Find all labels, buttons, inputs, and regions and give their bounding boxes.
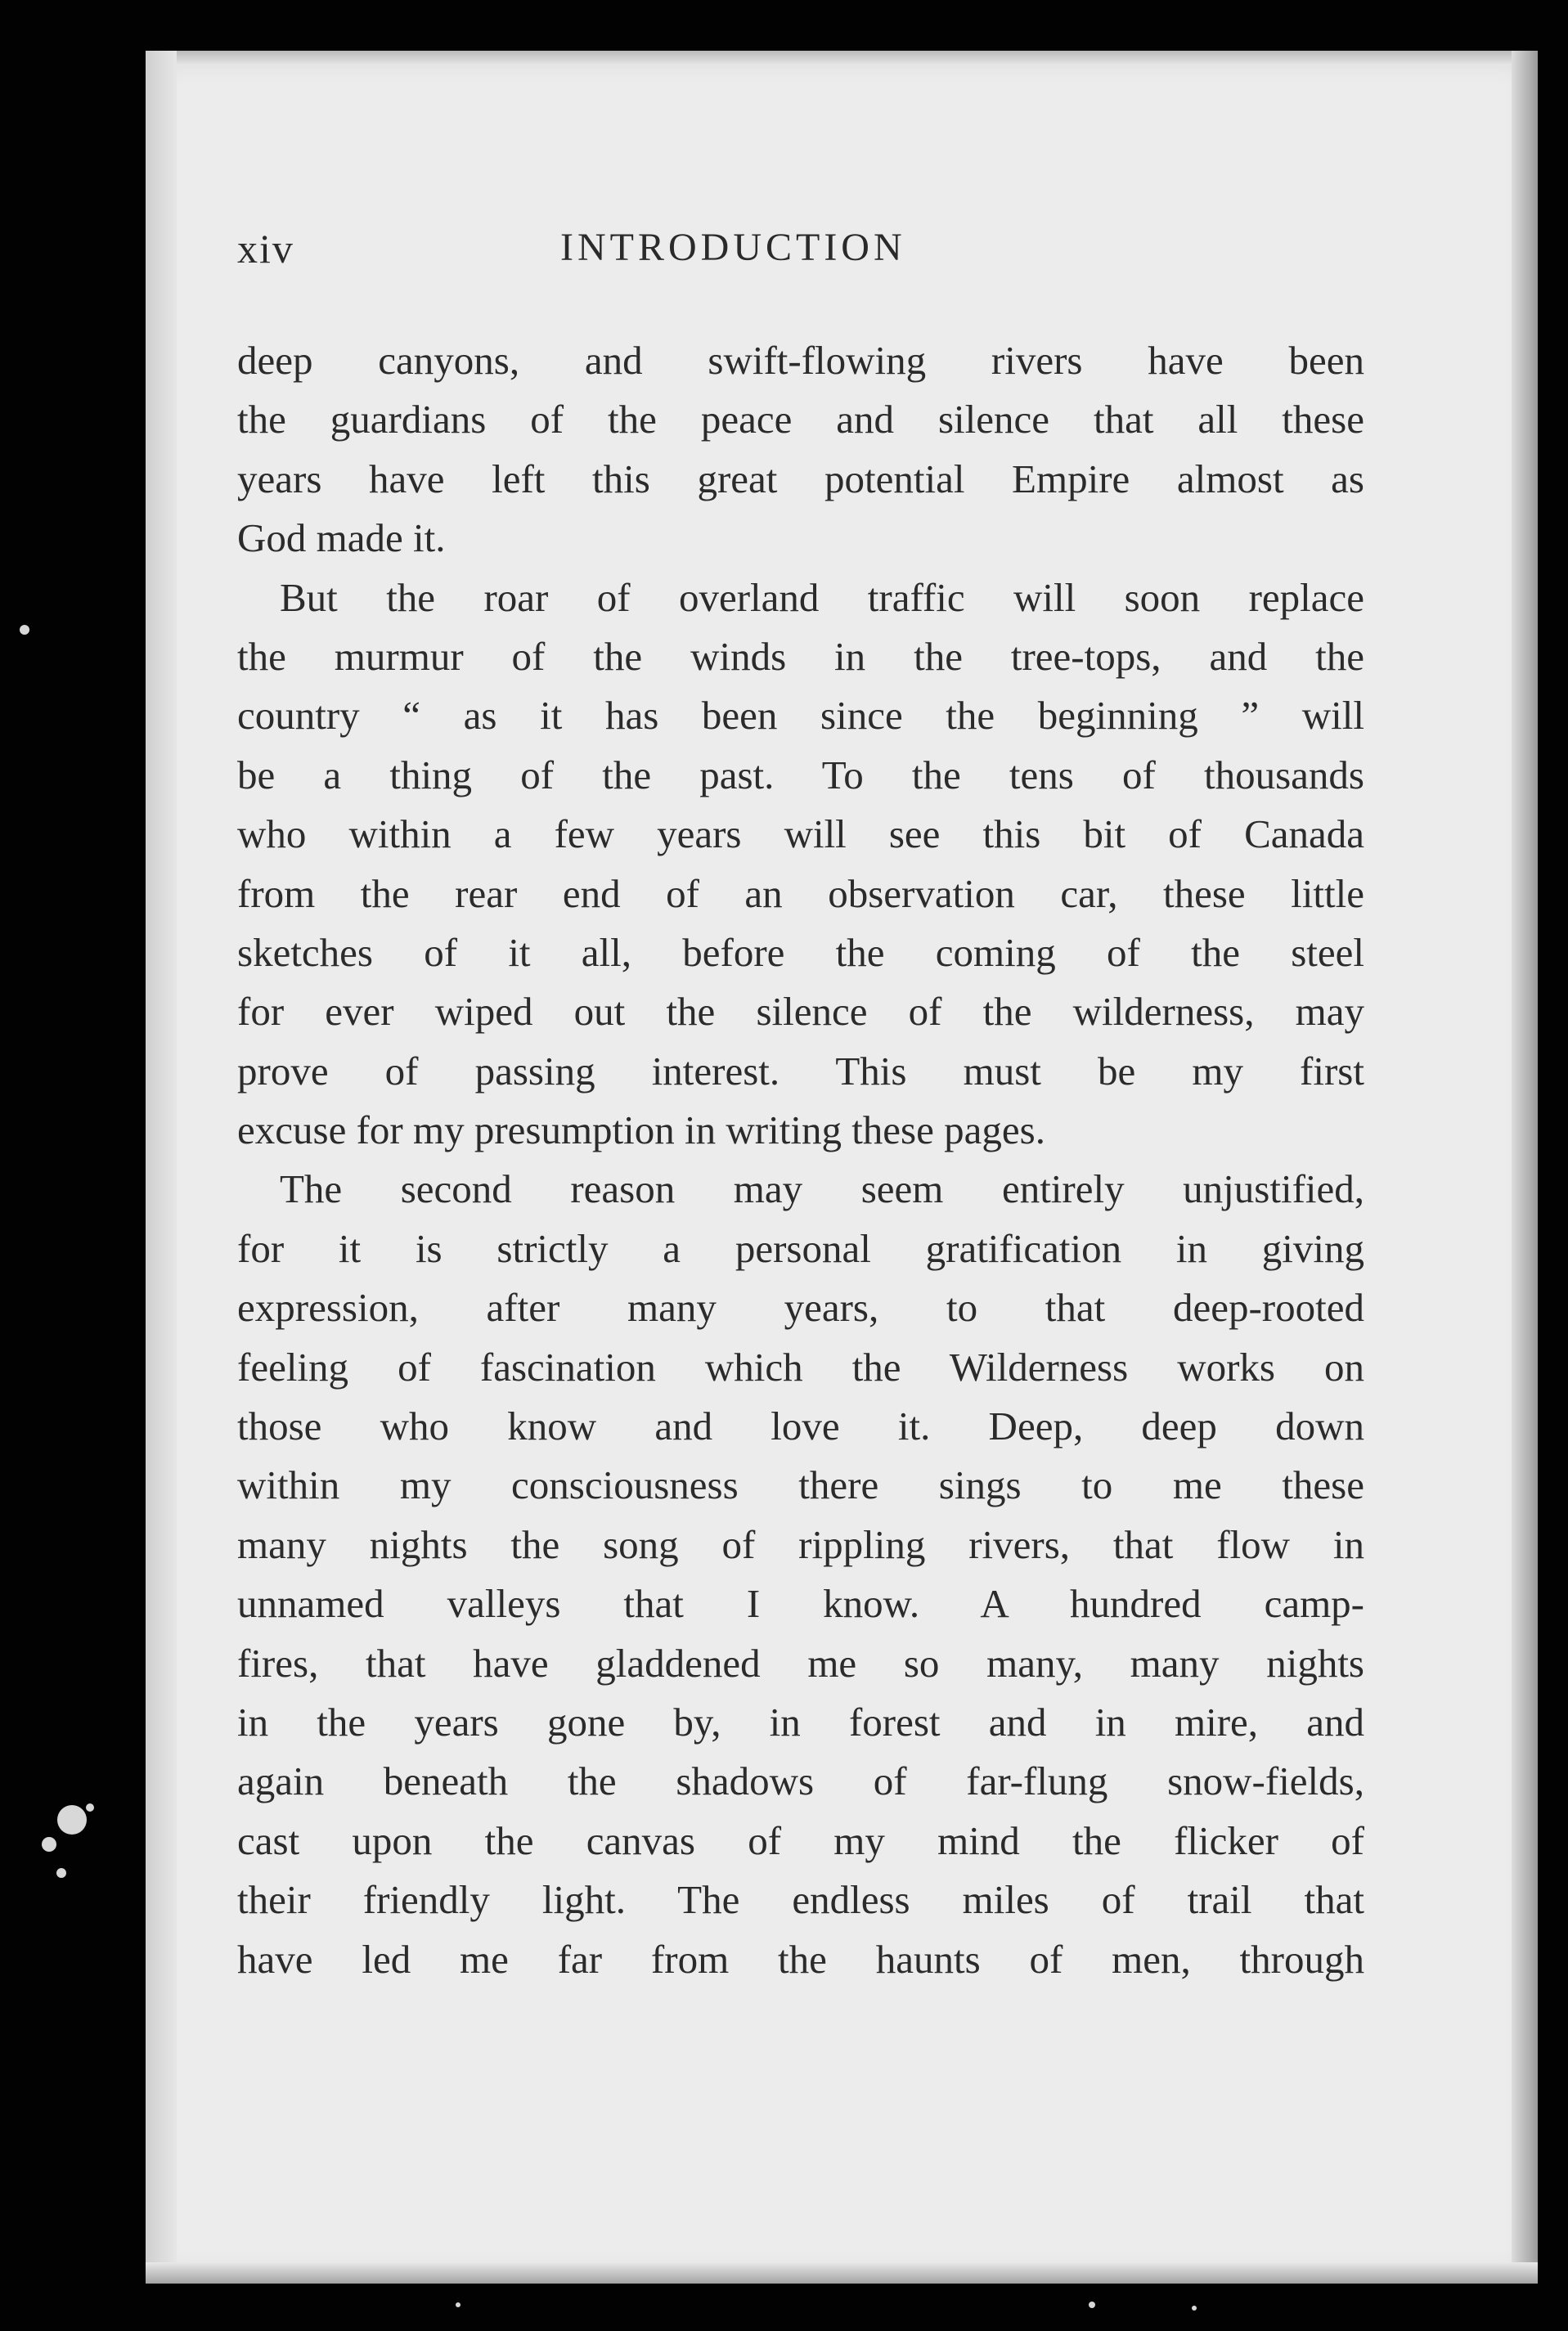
- running-title: INTRODUCTION: [560, 226, 906, 269]
- text-line: have led me far from the haunts of men, through: [237, 1936, 1364, 1982]
- text-line: again beneath the shadows of far-flung snow-fields,: [237, 1758, 1364, 1804]
- page-number: xiv: [237, 226, 294, 272]
- running-head: [237, 225, 1364, 290]
- text-line: years have left this great potential Empire almost as: [237, 456, 1364, 501]
- text-line: fires, that have gladdened me so many, many nights: [237, 1640, 1364, 1686]
- text-line: But the roar of overland traffic will soon replace: [280, 574, 1364, 620]
- text-line: in the years gone by, in forest and in mire, and: [237, 1699, 1364, 1745]
- text-line: those who know and love it. Deep, deep down: [237, 1404, 1364, 1449]
- text-line: the murmur of the winds in the tree-tops, and the: [237, 633, 1364, 679]
- text-line: many nights the song of rippling rivers, that flow in: [237, 1521, 1364, 1567]
- text-line: prove of passing interest. This must be my first: [237, 1048, 1364, 1094]
- text-line: The second reason may seem entirely unjustified,: [280, 1166, 1364, 1212]
- text-line: feeling of fascination which the Wilderness works on: [237, 1344, 1364, 1390]
- text-line: expression, after many years, to that deep-rooted: [237, 1285, 1364, 1331]
- text-line: for ever wiped out the silence of the wilderness, may: [237, 989, 1364, 1035]
- page-edge-right: [1512, 51, 1538, 2284]
- text-line: within my consciousness there sings to me these: [237, 1462, 1364, 1508]
- page-edge-top: [146, 51, 1538, 65]
- text-line: country “ as it has been since the beginning ” will: [237, 693, 1364, 739]
- text-line: sketches of it all, before the coming of the steel: [237, 929, 1364, 975]
- text-line: be a thing of the past. To the tens of thousands: [237, 752, 1364, 797]
- text-line: cast upon the canvas of my mind the flicker of: [237, 1817, 1364, 1863]
- body-text: [237, 331, 1364, 1989]
- text-line: God made it.: [237, 515, 446, 561]
- page-edge-left: [146, 51, 177, 2284]
- text-line: from the rear end of an observation car, these little: [237, 870, 1364, 916]
- text-line: deep canyons, and swift-flowing rivers have been: [237, 338, 1364, 383]
- text-line: for it is strictly a personal gratification in giving: [237, 1225, 1364, 1271]
- text-line: their friendly light. The endless miles of trail that: [237, 1877, 1364, 1923]
- text-line: unnamed valleys that I know. A hundred camp-: [237, 1581, 1364, 1627]
- text-line: who within a few years will see this bit of Canada: [237, 811, 1364, 857]
- page-edge-bottom: [146, 2262, 1538, 2284]
- text-line: excuse for my presumption in writing these pages.: [237, 1107, 1045, 1153]
- text-line: the guardians of the peace and silence that all these: [237, 397, 1364, 442]
